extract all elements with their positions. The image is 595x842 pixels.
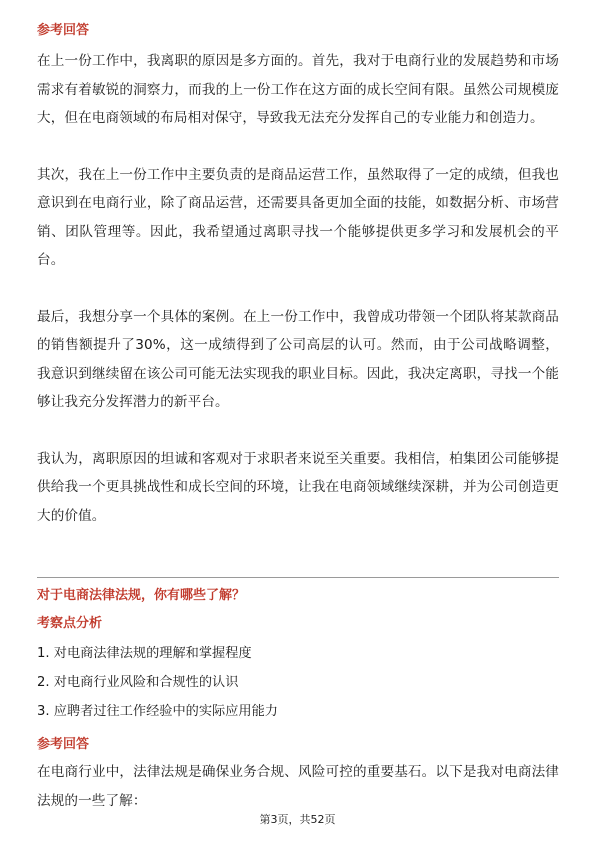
- analysis-points-list: [37, 639, 559, 726]
- section-previous-answer: [37, 20, 559, 530]
- section-ecommerce-law: [37, 585, 559, 815]
- interview-question: 对于电商法律法规，你有哪些了解？: [37, 588, 246, 603]
- answer-paragraph: 在电商行业中，法律法规是确保业务合规、风险可控的重要基石。以下是我对电商法律法规的一些了解：: [37, 764, 559, 809]
- page-number: 第3页，共52页: [259, 813, 336, 826]
- section-divider: [37, 577, 559, 578]
- answer-heading: 参考回答: [37, 737, 90, 752]
- list-item: 2. 对电商行业风险和合规性的认识: [37, 675, 239, 690]
- answer-paragraph-2: 其次，我在上一份工作中主要负责的是商品运营工作，虽然取得了一定的成绩，但我也意识到在电商行业，除了商品运营，还需要具备更加全面的技能，如数据分析、市场营销、团队管理等。因此，我希望通过离职寻找一个能够提供更多学习和发展机会的平台。: [37, 166, 559, 268]
- answer-paragraph-1: 在上一份工作中，我离职的原因是多方面的。首先，我对于电商行业的发展趋势和市场需求有着敏锐的洞察力，而我的上一份工作在这方面的成长空间有限。虽然公司规模庞大，但在电商领域的布局相对保守，导致我无法充分发挥自己的专业能力和创造力。: [37, 53, 559, 126]
- answer-paragraph-4: 我认为，离职原因的坦诚和客观对于求职者来说至关重要。我相信，柏集团公司能够提供给我一个更具挑战性和成长空间的环境，让我在电商领域继续深耕，并为公司创造更大的价值。: [37, 450, 559, 524]
- analysis-heading: 考察点分析: [37, 616, 103, 631]
- list-item: 1. 对电商法律法规的理解和掌握程度: [37, 646, 252, 661]
- answer-paragraph-3: 最后，我想分享一个具体的案例。在上一份工作中，我曾成功带领一个团队将某款商品的销售额提升了30%，这一成绩得到了公司高层的认可。然而，由于公司战略调整，我意识到继续留在该公司可能无法实现我的职业目标。因此，我决定离职，寻找一个能够让我充分发挥潜力的新平台。: [37, 308, 559, 410]
- list-item: 3. 应聘者过往工作经验中的实际应用能力: [37, 704, 278, 719]
- answer-heading: 参考回答: [37, 23, 90, 38]
